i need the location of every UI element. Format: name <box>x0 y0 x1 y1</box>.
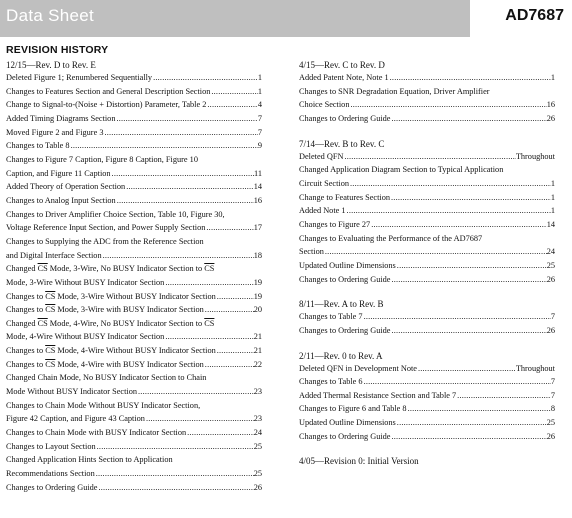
entry-text: Changes to Supplying the ADC from the Reference Section <box>6 236 204 246</box>
revision-heading: 12/15—Rev. D to Rev. E <box>6 60 96 70</box>
entry-line <box>299 362 555 376</box>
page-number: 24 <box>546 247 555 257</box>
revision-entry <box>299 430 555 444</box>
page-number: Throughout <box>515 151 555 161</box>
entry-text: Recommendations Section <box>6 469 95 479</box>
page-number: 1 <box>257 86 262 96</box>
revision-entry <box>6 85 262 99</box>
entry-line <box>299 310 555 324</box>
entry-text: Added Thermal Resistance Section and Table 7 <box>299 390 457 400</box>
dot-leader <box>390 191 551 205</box>
entry-line <box>299 204 555 218</box>
revision-entry <box>299 259 555 273</box>
entry-text: Changed Chain Mode, No BUSY Indicator Section to Chain <box>6 373 207 383</box>
page-number: 7 <box>550 390 555 400</box>
entry-text: Changed $\overline{CS}$ Mode, 4-Wire, No BUSY Indicator Section to $\overline{CS}$ <box>6 318 215 328</box>
entry-line <box>299 71 555 85</box>
page-number: 21 <box>253 346 262 356</box>
entry-line <box>299 245 555 259</box>
page-number: 25 <box>546 260 555 270</box>
entry-text: Section <box>299 247 324 257</box>
entry-text: Changes to Features Section and General Description Section <box>6 86 211 96</box>
dot-leader <box>164 330 253 344</box>
page-number: 19 <box>253 277 262 287</box>
dot-leader <box>95 467 254 481</box>
revision-entry <box>6 235 262 262</box>
dot-leader <box>145 412 254 426</box>
revision-entry <box>299 362 555 376</box>
entry-text: Added Note 1 <box>299 206 346 216</box>
entry-line <box>6 126 262 140</box>
entry-text: Figure 42 Caption, and Figure 43 Caption <box>6 414 145 424</box>
entry-line <box>299 218 555 232</box>
entry-line <box>6 167 262 181</box>
revision-entry <box>299 191 555 205</box>
dot-leader <box>349 177 551 191</box>
revision-entry <box>6 98 262 112</box>
revision-entry <box>299 389 555 403</box>
dot-leader <box>216 290 254 304</box>
entry-line <box>6 139 262 153</box>
entry-text: Changes to Layout Section <box>6 441 96 451</box>
entry-line <box>6 330 262 344</box>
dot-leader <box>210 85 257 99</box>
entry-text: Changes to Figure 7 Caption, Figure 8 Caption, Figure 10 <box>6 154 198 164</box>
entry-line <box>6 235 262 249</box>
entry-text: Updated Outline Dimensions <box>299 260 396 270</box>
entry-line <box>299 163 555 177</box>
revision-entry <box>299 204 555 218</box>
entry-line <box>6 276 262 290</box>
revision-entry <box>6 194 262 208</box>
page-number: 7 <box>257 113 262 123</box>
page-number: 17 <box>253 223 262 233</box>
entry-text: Mode Without BUSY Indicator Section <box>6 387 138 397</box>
page-number: 1 <box>550 73 555 82</box>
entry-line <box>6 249 262 263</box>
entry-line <box>6 208 262 222</box>
header-left-title: Data Sheet <box>6 6 95 25</box>
page-number: 21 <box>253 332 262 342</box>
dot-leader <box>164 276 253 290</box>
page-number: 9 <box>257 141 262 151</box>
entry-line <box>6 180 262 194</box>
revision-heading: 8/11—Rev. A to Rev. B <box>299 299 384 310</box>
revision-entry <box>6 440 262 454</box>
revision-entry <box>6 262 262 289</box>
dot-leader <box>137 385 254 399</box>
revision-entry <box>299 71 555 85</box>
revision-entry <box>299 310 555 324</box>
dot-leader <box>396 259 547 273</box>
page-number: 1 <box>550 178 555 188</box>
entry-line <box>299 273 555 287</box>
dot-leader <box>396 416 547 430</box>
revision-heading: 4/15—Rev. C to Rev. D <box>299 60 385 70</box>
page-number: 1 <box>257 73 262 82</box>
entry-text: Added Patent Note, Note 1 <box>299 73 389 82</box>
dot-leader <box>115 112 257 126</box>
revision-heading: 2/11—Rev. 0 to Rev. A <box>299 350 383 361</box>
page-number: 16 <box>546 100 555 110</box>
entry-text: Moved Figure 2 and Figure 3 <box>6 127 104 137</box>
entry-line <box>299 177 555 191</box>
dot-leader <box>116 194 254 208</box>
section-title: REVISION HISTORY <box>6 44 109 56</box>
dot-leader <box>343 150 515 164</box>
dot-leader <box>125 180 254 194</box>
entry-text: Changes to $\overline{CS}$ Mode, 4-Wire Without BUSY Indicator Section <box>6 346 216 356</box>
entry-text: Changed $\overline{CS}$ Mode, 3-Wire, No BUSY Indicator Section to $\overline{CS}$ <box>6 264 215 274</box>
revision-entry <box>6 112 262 126</box>
page-number: 26 <box>546 274 555 284</box>
revision-group <box>6 59 262 494</box>
revision-entry <box>6 153 262 180</box>
page-number: 26 <box>253 482 262 492</box>
page-number: 20 <box>253 305 262 315</box>
entry-line <box>6 98 262 112</box>
entry-text: Voltage Reference Input Section, and Power Supply Section <box>6 223 206 233</box>
page-number: 14 <box>253 182 262 192</box>
entry-text: Changes to Driver Amplifier Choice Section, Table 10, Figure 30, <box>6 209 225 219</box>
entry-line <box>6 317 262 331</box>
revision-entry <box>6 453 262 480</box>
right-column <box>299 59 555 479</box>
entry-text: Changed Application Diagram Section to Typical Application <box>299 165 504 175</box>
revision-entry <box>6 71 262 85</box>
entry-line <box>6 371 262 385</box>
entry-line <box>6 481 262 495</box>
dot-leader <box>111 167 254 181</box>
page-number: 25 <box>546 418 555 428</box>
revision-entry <box>299 112 555 126</box>
dot-leader <box>349 98 546 112</box>
revision-entry <box>6 317 262 344</box>
entry-line <box>299 389 555 403</box>
entry-line <box>6 440 262 454</box>
entry-text: Changes to Table 6 <box>299 377 363 387</box>
entry-line <box>299 85 555 99</box>
revision-entry <box>6 371 262 398</box>
entry-line <box>6 467 262 481</box>
revision-group <box>299 59 555 126</box>
revision-entry <box>6 180 262 194</box>
revision-entry <box>299 163 555 190</box>
entry-line <box>299 430 555 444</box>
page-number: 24 <box>253 428 262 438</box>
entry-text: Changes to Ordering Guide <box>299 431 391 441</box>
entry-text: Change to Features Section <box>299 192 391 202</box>
header-bar <box>0 0 470 37</box>
revision-group <box>299 350 555 444</box>
left-column <box>6 59 262 506</box>
revision-entry <box>299 232 555 259</box>
revision-entry <box>299 416 555 430</box>
page-number: 1 <box>550 206 555 216</box>
dot-leader <box>390 112 546 126</box>
dot-leader <box>70 139 258 153</box>
dot-leader <box>186 426 254 440</box>
entry-text: Changes to Evaluating the Performance of the AD7687 <box>299 233 483 243</box>
page-number: 7 <box>550 312 555 322</box>
dot-leader <box>216 344 254 358</box>
page-number: 4 <box>257 100 262 110</box>
page-number: 26 <box>546 431 555 441</box>
part-number: AD7687 <box>505 7 564 24</box>
revision-entry <box>6 303 262 317</box>
revision-group <box>299 455 555 467</box>
entry-line <box>299 191 555 205</box>
entry-text: Changes to Table 7 <box>299 312 363 322</box>
dot-leader <box>204 358 254 372</box>
entry-text: Deleted Figure 1; Renumbered Sequentially <box>6 73 153 82</box>
page-number: 8 <box>550 404 555 414</box>
entry-text: Changes to Figure 6 and Table 8 <box>299 404 407 414</box>
revision-entry <box>299 150 555 164</box>
dot-leader <box>324 245 547 259</box>
dot-leader <box>389 71 551 85</box>
entry-text: Change to Signal-to-(Noise + Distortion) Parameter, Table 2 <box>6 100 207 110</box>
revision-entry <box>6 426 262 440</box>
entry-line <box>6 399 262 413</box>
entry-line <box>6 426 262 440</box>
entry-line <box>6 358 262 372</box>
revision-entry <box>6 126 262 140</box>
entry-line <box>6 262 262 276</box>
revision-entry <box>6 399 262 426</box>
entry-line <box>299 324 555 338</box>
revision-entry <box>299 402 555 416</box>
revision-entry <box>299 273 555 287</box>
entry-line <box>299 98 555 112</box>
entry-text: Changed Application Hints Section to Application <box>6 455 173 465</box>
entry-line <box>6 453 262 467</box>
dot-leader <box>152 71 258 85</box>
entry-text: Changes to Ordering Guide <box>299 113 391 123</box>
revision-entry <box>299 324 555 338</box>
revision-entry <box>6 208 262 235</box>
page-number: Throughout <box>515 363 555 373</box>
revision-entry <box>299 85 555 112</box>
page-number: 23 <box>253 414 262 424</box>
entry-text: Changes to $\overline{CS}$ Mode, 4-Wire with BUSY Indicator Section <box>6 359 204 369</box>
revision-entry <box>6 139 262 153</box>
entry-text: Changes to Ordering Guide <box>299 274 391 284</box>
revision-heading: 7/14—Rev. B to Rev. C <box>299 138 385 149</box>
page-number: 22 <box>253 359 262 369</box>
dot-leader <box>204 303 254 317</box>
entry-line <box>299 402 555 416</box>
dot-leader <box>206 98 257 112</box>
entry-line <box>6 71 262 85</box>
dot-leader <box>417 362 516 376</box>
entry-text: Changes to Analog Input Section <box>6 195 116 205</box>
entry-line <box>6 112 262 126</box>
page-number: 11 <box>254 168 262 178</box>
page-number: 1 <box>550 192 555 202</box>
entry-line <box>299 150 555 164</box>
revision-entry <box>6 290 262 304</box>
entry-text: Deleted QFN in Development Note <box>299 363 417 373</box>
entry-text: Changes to Chain Mode Without BUSY Indicator Section, <box>6 400 201 410</box>
entry-line <box>6 194 262 208</box>
dot-leader <box>370 218 546 232</box>
entry-line <box>299 375 555 389</box>
revision-entry <box>299 375 555 389</box>
entry-line <box>299 112 555 126</box>
page-number: 14 <box>546 219 555 229</box>
dot-leader <box>96 440 254 454</box>
entry-line <box>6 221 262 235</box>
entry-text: Changes to SNR Degradation Equation, Driver Amplifier <box>299 86 490 96</box>
entry-text: Changes to Ordering Guide <box>299 325 391 335</box>
entry-text: Changes to Chain Mode with BUSY Indicator Section <box>6 428 187 438</box>
revision-group <box>299 298 555 337</box>
revision-entry <box>299 218 555 232</box>
dot-leader <box>97 481 253 495</box>
dot-leader <box>346 204 551 218</box>
page-number: 19 <box>253 291 262 301</box>
dot-leader <box>456 389 551 403</box>
dot-leader <box>102 249 254 263</box>
entry-line <box>299 259 555 273</box>
page-number: 18 <box>253 250 262 260</box>
page-number: 23 <box>253 387 262 397</box>
entry-text: Changes to Ordering Guide <box>6 482 98 492</box>
entry-text: Changes to $\overline{CS}$ Mode, 3-Wire with BUSY Indicator Section <box>6 305 204 315</box>
entry-text: Circuit Section <box>299 178 350 188</box>
entry-text: Deleted QFN <box>299 151 344 161</box>
page-number: 7 <box>550 377 555 387</box>
revision-entry <box>6 344 262 358</box>
page-number: 25 <box>253 469 262 479</box>
entry-line <box>6 303 262 317</box>
dot-leader <box>363 310 551 324</box>
entry-line <box>6 412 262 426</box>
entry-text: Changes to $\overline{CS}$ Mode, 3-Wire Without BUSY Indicator Section <box>6 291 216 301</box>
entry-line <box>299 416 555 430</box>
page-number: 7 <box>257 127 262 137</box>
revision-heading: 4/05—Revision 0: Initial Version <box>299 456 419 467</box>
entry-line <box>6 153 262 167</box>
dot-leader <box>390 430 546 444</box>
page-number: 25 <box>253 441 262 451</box>
dot-leader <box>390 324 546 338</box>
revision-group <box>299 138 555 287</box>
entry-text: Caption, and Figure 11 Caption <box>6 168 111 178</box>
entry-line <box>299 232 555 246</box>
entry-text: Changes to Table 8 <box>6 141 70 151</box>
entry-line <box>6 290 262 304</box>
page-number: 26 <box>546 325 555 335</box>
entry-line <box>6 385 262 399</box>
page-header <box>0 0 572 37</box>
entry-text: Added Theory of Operation Section <box>6 182 126 192</box>
entry-text: Mode, 4-Wire Without BUSY Indicator Section <box>6 332 165 342</box>
entry-text: Choice Section <box>299 100 350 110</box>
page-number: 26 <box>546 113 555 123</box>
entry-text: Changes to Figure 27 <box>299 219 371 229</box>
entry-text: and Digital Interface Section <box>6 250 102 260</box>
entry-line <box>6 85 262 99</box>
dot-leader <box>205 221 253 235</box>
page-number: 16 <box>253 195 262 205</box>
revision-entry <box>6 481 262 495</box>
dot-leader <box>390 273 546 287</box>
entry-text: Added Timing Diagrams Section <box>6 113 116 123</box>
dot-leader <box>407 402 551 416</box>
entry-line <box>6 344 262 358</box>
entry-text: Mode, 3-Wire Without BUSY Indicator Section <box>6 277 165 287</box>
revision-entry <box>6 358 262 372</box>
entry-text: Updated Outline Dimensions <box>299 418 396 428</box>
dot-leader <box>363 375 551 389</box>
dot-leader <box>103 126 257 140</box>
